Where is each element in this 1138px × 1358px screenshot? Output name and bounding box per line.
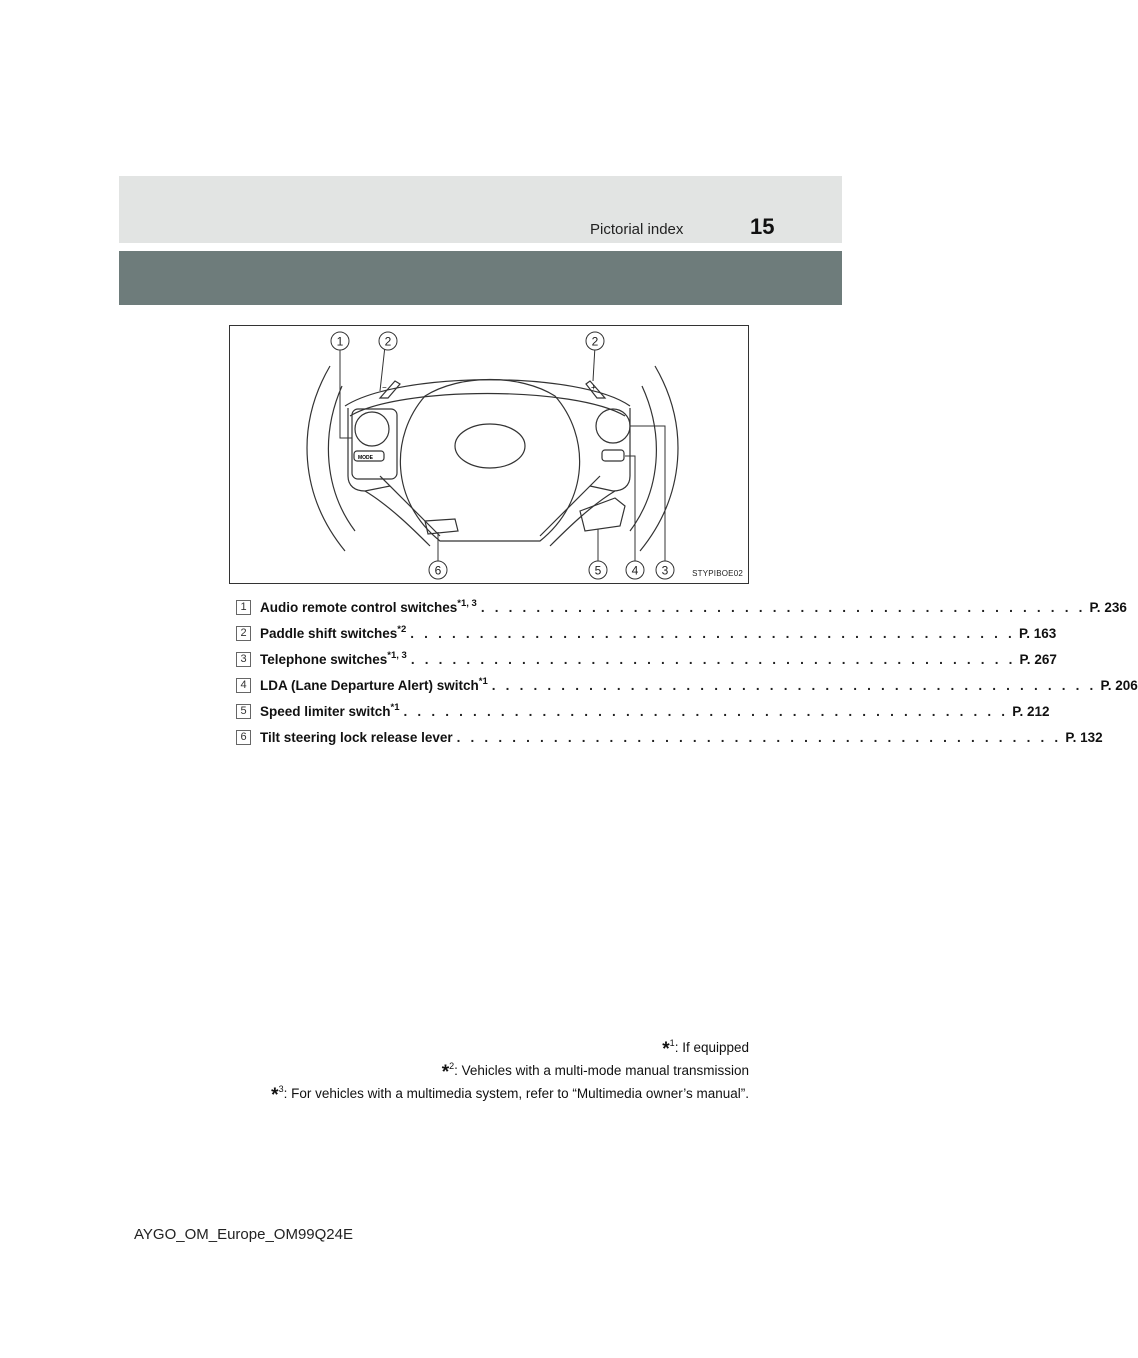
callout-5-label: 5 — [594, 563, 602, 578]
steering-wheel-figure — [229, 325, 749, 584]
dot-leader: . . . . . . . . . . . . . . . . . . . . . . . . . . . . . . . . . . . . . . . . . . . . — [491, 677, 1097, 693]
item-label: Telephone switches$^{*1, 3}$ — [260, 649, 407, 667]
section-title: Pictorial index — [590, 221, 684, 238]
index-item-lda[interactable] — [236, 674, 1138, 696]
callout-6-label: 6 — [434, 563, 442, 578]
item-label: Paddle shift switches$^{*2}$ — [260, 623, 407, 641]
index-item-paddle-shift[interactable] — [236, 622, 1057, 644]
header-band — [119, 176, 842, 243]
figure-code: STYPIBOE02 — [692, 569, 743, 578]
dot-leader: . . . . . . . . . . . . . . . . . . . . . . . . . . . . . . . . . . . . . . . . . . . . — [410, 651, 1016, 667]
item-number-box: 5 — [236, 704, 251, 719]
dot-leader: . . . . . . . . . . . . . . . . . . . . . . . . . . . . . . . . . . . . . . . . . . . . — [456, 729, 1062, 745]
page-number: 15 — [750, 214, 775, 239]
callout-3-label: 3 — [661, 563, 669, 578]
footnote-ref: *1 — [390, 701, 400, 713]
section-banner — [119, 251, 842, 305]
page-reference-link[interactable]: P. 236 — [1089, 599, 1127, 615]
index-item-speed-limiter[interactable] — [236, 700, 1050, 722]
page-reference-link[interactable]: P. 163 — [1019, 625, 1057, 641]
item-number-box: 6 — [236, 730, 251, 745]
callout-1-label: 1 — [336, 334, 344, 349]
footnote-ref: *1, 3 — [457, 597, 477, 609]
callout-2-right-label: 2 — [591, 334, 599, 349]
item-label: Tilt steering lock release lever — [260, 729, 453, 745]
minus-paddle-label: − — [382, 383, 387, 392]
document-code: AYGO_OM_Europe_OM99Q24E — [134, 1226, 353, 1243]
dot-leader: . . . . . . . . . . . . . . . . . . . . . . . . . . . . . . . . . . . . . . . . . . . . — [403, 703, 1009, 719]
item-label: LDA (Lane Departure Alert) switch$^{*1}$ — [260, 675, 488, 693]
footnote-ref: *1 — [478, 675, 488, 687]
index-item-telephone[interactable] — [236, 648, 1057, 670]
steering-wheel-illustration — [230, 326, 750, 585]
footnote-1: *$^1$: If equipped — [662, 1038, 749, 1060]
item-label: Speed limiter switch$^{*1}$ — [260, 701, 400, 719]
footnote-2: *$^2$: Vehicles with a multi-mode manual transmission — [441, 1061, 749, 1083]
item-number-box: 1 — [236, 600, 251, 615]
page-reference-link[interactable]: P. 212 — [1012, 703, 1050, 719]
item-number-box: 3 — [236, 652, 251, 667]
item-number-box: 2 — [236, 626, 251, 641]
callout-2-left-label: 2 — [384, 334, 392, 349]
item-number-box: 4 — [236, 678, 251, 693]
page-reference-link[interactable]: P. 132 — [1065, 729, 1103, 745]
footnote-ref: *1, 3 — [387, 649, 407, 661]
footnotes — [271, 1036, 749, 1105]
index-item-audio[interactable] — [236, 596, 1127, 618]
footnote-ref: *2 — [397, 623, 407, 635]
dot-leader: . . . . . . . . . . . . . . . . . . . . . . . . . . . . . . . . . . . . . . . . . . . . — [410, 625, 1015, 641]
page-reference-link[interactable]: P. 267 — [1019, 651, 1057, 667]
dot-leader: . . . . . . . . . . . . . . . . . . . . . . . . . . . . . . . . . . . . . . . . . . . . — [480, 599, 1086, 615]
page-reference-link[interactable]: P. 206 — [1100, 677, 1138, 693]
item-label: Audio remote control switches$^{*1, 3}$ — [260, 597, 477, 615]
index-item-tilt-lever[interactable] — [236, 726, 1103, 748]
callout-4-label: 4 — [631, 563, 639, 578]
mode-switch-label: MODE — [358, 455, 373, 461]
footnote-3: *$^3$: For vehicles with a multimedia system, refer to “Multimedia owner’s manual”. — [271, 1084, 749, 1106]
plus-paddle-label: + — [591, 383, 596, 392]
